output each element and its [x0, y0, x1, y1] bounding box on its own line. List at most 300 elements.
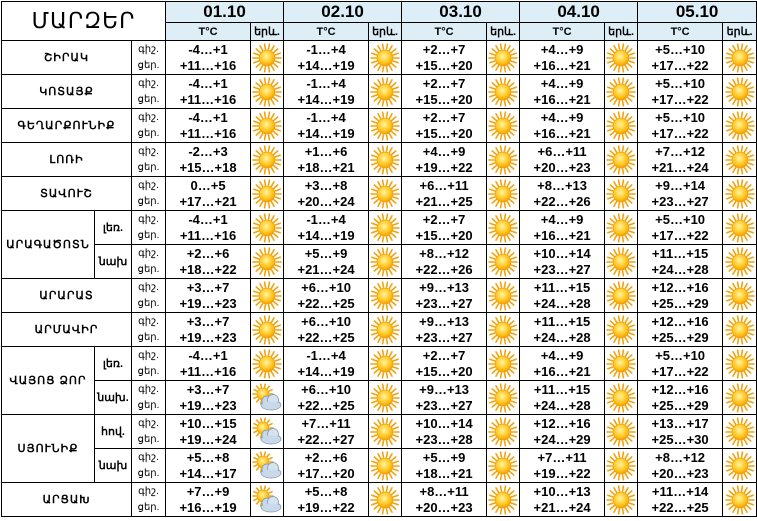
region-row — [2, 279, 757, 313]
sun-icon — [723, 382, 756, 414]
time-labels — [132, 313, 166, 347]
day-temperature: +24…+28 — [533, 397, 591, 413]
weather-cell — [251, 41, 284, 75]
region-row — [2, 381, 757, 415]
day-label: ցեր. — [137, 93, 160, 105]
night-label: գիշ. — [138, 383, 159, 395]
night-temperature: +3…+7 — [186, 381, 230, 397]
night-temperature: +3…+8 — [304, 177, 348, 193]
night-temperature: -4…+1 — [188, 41, 228, 57]
day-temperature: +25…+29 — [651, 397, 709, 413]
temp-header: T°C — [638, 23, 723, 41]
time-labels — [132, 143, 166, 177]
temperature-cell — [520, 245, 605, 279]
night-temperature: +2…+7 — [422, 211, 466, 227]
weather-cell — [605, 347, 638, 381]
day-temperature: +21…+24 — [651, 159, 709, 175]
sun-icon — [605, 144, 637, 176]
temperature-cell — [166, 381, 251, 415]
region-name: ՍՅՈՒՆԻՔ — [2, 415, 95, 483]
weather-cell — [605, 211, 638, 245]
date-header: 03.10 — [402, 2, 520, 23]
day-temperature: +14…+19 — [297, 227, 355, 243]
weather-cell — [487, 245, 520, 279]
night-temperature: +2…+6 — [186, 245, 230, 261]
weather-cell — [251, 109, 284, 143]
night-temperature: +8…+11 — [419, 483, 469, 499]
temperature-cell — [284, 415, 369, 449]
night-temperature: +13…+17 — [651, 415, 709, 431]
sun-icon — [605, 178, 637, 210]
temperature-cell — [520, 449, 605, 483]
weather-cell — [251, 143, 284, 177]
weather-header: երև. — [369, 23, 402, 41]
temperature-cell — [520, 211, 605, 245]
day-temperature: +19…+22 — [415, 159, 473, 175]
zone-name: հով. — [95, 415, 132, 449]
date-header: 04.10 — [520, 2, 638, 23]
day-temperature: +11…+16 — [179, 125, 237, 141]
weather-cell — [723, 211, 757, 245]
weather-header: երև. — [605, 23, 638, 41]
sun-icon — [723, 110, 756, 142]
night-temperature: -4…+1 — [188, 109, 228, 125]
sun-icon — [369, 110, 401, 142]
weather-cell — [487, 347, 520, 381]
sun-icon — [723, 484, 756, 516]
temperature-cell — [520, 483, 605, 517]
night-temperature: +10…+14 — [533, 245, 591, 261]
weather-cell — [369, 75, 402, 109]
night-label: գիշ. — [138, 179, 159, 191]
day-label: ցեր. — [137, 365, 160, 377]
sun-icon — [605, 42, 637, 74]
night-temperature: -1…+4 — [306, 109, 346, 125]
day-temperature: +15…+20 — [415, 125, 473, 141]
night-temperature: +3…+7 — [186, 313, 230, 329]
zone-name: նախ — [95, 245, 132, 279]
day-temperature: +15…+18 — [179, 159, 237, 175]
night-temperature: +3…+7 — [186, 279, 230, 295]
sun-icon — [251, 42, 283, 74]
day-temperature: +19…+22 — [533, 465, 591, 481]
regions-header: ՄԱՐԶԵՐ — [2, 2, 166, 41]
region-row — [2, 347, 757, 381]
temperature-cell — [638, 415, 723, 449]
weather-cell — [723, 41, 757, 75]
night-temperature: +5…+9 — [422, 449, 466, 465]
temperature-cell — [402, 143, 487, 177]
day-temperature: +18…+21 — [415, 465, 473, 481]
day-temperature: +14…+19 — [297, 363, 355, 379]
partly-cloudy-icon — [251, 484, 283, 516]
weather-cell — [723, 109, 757, 143]
day-temperature: +16…+21 — [533, 91, 591, 107]
day-temperature: +17…+22 — [651, 57, 709, 73]
weather-cell — [605, 109, 638, 143]
sun-icon — [723, 178, 756, 210]
day-temperature: +14…+17 — [179, 465, 237, 481]
temperature-cell — [520, 313, 605, 347]
day-temperature: +17…+20 — [297, 465, 355, 481]
sun-icon — [369, 246, 401, 278]
weather-cell — [605, 381, 638, 415]
region-row — [2, 449, 757, 483]
sun-icon — [605, 416, 637, 448]
sun-icon — [723, 416, 756, 448]
night-temperature: +4…+9 — [540, 75, 584, 91]
zone-name: լեռ. — [95, 347, 132, 381]
time-labels — [132, 109, 166, 143]
night-temperature: -1…+4 — [306, 75, 346, 91]
sun-icon — [369, 280, 401, 312]
temperature-cell — [166, 347, 251, 381]
region-row — [2, 415, 757, 449]
temp-header: T°C — [402, 23, 487, 41]
temperature-cell — [520, 109, 605, 143]
region-row — [2, 245, 757, 279]
day-temperature: +17…+22 — [651, 125, 709, 141]
temperature-cell — [284, 279, 369, 313]
region-row — [2, 483, 757, 517]
temperature-cell — [402, 245, 487, 279]
weather-cell — [605, 75, 638, 109]
header-row-dates — [2, 2, 757, 23]
time-labels — [132, 245, 166, 279]
night-temperature: -4…+1 — [188, 211, 228, 227]
region-row — [2, 109, 757, 143]
time-labels — [132, 381, 166, 415]
partly-cloudy-icon — [251, 450, 283, 482]
night-temperature: +4…+9 — [422, 143, 466, 159]
day-temperature: +16…+21 — [533, 57, 591, 73]
night-temperature: +7…+9 — [186, 483, 230, 499]
sun-icon — [369, 382, 401, 414]
night-temperature: +12…+16 — [651, 279, 709, 295]
weather-cell — [251, 347, 284, 381]
night-temperature: +10…+15 — [179, 415, 237, 431]
temperature-cell — [638, 109, 723, 143]
temperature-cell — [166, 143, 251, 177]
region-name: ՏԱՎՈՒՇ — [2, 177, 132, 211]
day-temperature: +22…+25 — [297, 295, 355, 311]
night-label: գիշ. — [138, 349, 159, 361]
weather-cell — [251, 245, 284, 279]
night-temperature: +6…+10 — [301, 381, 351, 397]
night-label: գիշ. — [138, 43, 159, 55]
sun-icon — [723, 76, 756, 108]
region-name: ՇԻՐԱԿ — [2, 41, 132, 75]
zone-name: լեռ. — [95, 211, 132, 245]
weather-cell — [487, 211, 520, 245]
temperature-cell — [638, 381, 723, 415]
night-temperature: +9…+13 — [419, 279, 469, 295]
temperature-cell — [284, 41, 369, 75]
night-temperature: +6…+10 — [301, 313, 351, 329]
region-name: ԿՈՏԱՅՔ — [2, 75, 132, 109]
sun-icon — [487, 76, 519, 108]
weather-cell — [487, 279, 520, 313]
temperature-cell — [402, 177, 487, 211]
weather-cell — [487, 381, 520, 415]
day-temperature: +25…+29 — [651, 295, 709, 311]
sun-icon — [605, 382, 637, 414]
sun-icon — [605, 212, 637, 244]
weather-cell — [251, 313, 284, 347]
weather-cell — [369, 415, 402, 449]
sun-icon — [369, 416, 401, 448]
temperature-cell — [520, 415, 605, 449]
night-label: գիշ. — [138, 111, 159, 123]
night-temperature: +5…+9 — [304, 245, 348, 261]
temperature-cell — [402, 415, 487, 449]
temperature-cell — [284, 177, 369, 211]
day-temperature: +23…+27 — [651, 193, 709, 209]
day-temperature: +19…+23 — [179, 295, 237, 311]
day-temperature: +19…+24 — [179, 431, 237, 447]
temperature-cell — [520, 41, 605, 75]
night-temperature: +8…+12 — [655, 449, 706, 465]
weather-cell — [369, 177, 402, 211]
day-temperature: +11…+16 — [179, 363, 237, 379]
time-labels — [132, 41, 166, 75]
day-temperature: +15…+20 — [415, 57, 473, 73]
region-name: ԱՐՄԱՎԻՐ — [2, 313, 132, 347]
temperature-cell — [638, 41, 723, 75]
temperature-cell — [402, 347, 487, 381]
date-header: 05.10 — [638, 2, 757, 23]
weather-header: երև. — [723, 23, 757, 41]
temperature-cell — [284, 347, 369, 381]
weather-cell — [605, 483, 638, 517]
day-temperature: +15…+20 — [415, 227, 473, 243]
day-label: ցեր. — [137, 161, 160, 173]
sun-icon — [251, 348, 283, 380]
sun-icon — [487, 212, 519, 244]
night-temperature: +8…+13 — [537, 177, 588, 193]
temperature-cell — [166, 211, 251, 245]
day-temperature: +16…+19 — [179, 499, 237, 515]
night-temperature: -4…+1 — [188, 347, 228, 363]
weather-cell — [723, 245, 757, 279]
weather-cell — [605, 313, 638, 347]
temp-header: T°C — [284, 23, 369, 41]
weather-header: երև. — [487, 23, 520, 41]
temperature-cell — [166, 177, 251, 211]
day-temperature: +22…+25 — [297, 329, 355, 345]
zone-name: նախ — [95, 449, 132, 483]
day-temperature: +23…+27 — [533, 261, 591, 277]
sun-icon — [487, 382, 519, 414]
temperature-cell — [638, 75, 723, 109]
night-label: գիշ. — [138, 77, 159, 89]
region-row — [2, 143, 757, 177]
day-temperature: +22…+26 — [415, 261, 473, 277]
night-temperature: -4…+1 — [188, 75, 228, 91]
temperature-cell — [402, 211, 487, 245]
night-temperature: +11…+15 — [651, 245, 709, 261]
region-name: ԱՐԱՐԱՏ — [2, 279, 132, 313]
time-labels — [132, 449, 166, 483]
day-temperature: +15…+20 — [415, 363, 473, 379]
region-name: ԼՈՌԻ — [2, 143, 132, 177]
night-temperature: +6…+11 — [419, 177, 469, 193]
day-temperature: +22…+25 — [297, 397, 355, 413]
temperature-cell — [402, 313, 487, 347]
temperature-cell — [284, 109, 369, 143]
sun-icon — [369, 76, 401, 108]
night-temperature: +2…+7 — [422, 41, 466, 57]
sun-icon — [369, 348, 401, 380]
day-temperature: +11…+16 — [179, 227, 237, 243]
sun-icon — [723, 212, 756, 244]
weather-cell — [723, 75, 757, 109]
sun-icon — [487, 42, 519, 74]
day-temperature: +20…+23 — [651, 465, 709, 481]
sun-icon — [251, 178, 283, 210]
day-temperature: +21…+24 — [297, 261, 355, 277]
day-label: ցեր. — [137, 467, 160, 479]
sun-icon — [605, 76, 637, 108]
weather-header: երև. — [251, 23, 284, 41]
day-temperature: +15…+20 — [415, 91, 473, 107]
sun-icon — [487, 246, 519, 278]
weather-cell — [251, 75, 284, 109]
night-label: գիշ. — [138, 145, 159, 157]
region-name: ԱՐՑԱԽ — [2, 483, 132, 517]
sun-icon — [251, 314, 283, 346]
temperature-cell — [284, 381, 369, 415]
sun-icon — [723, 144, 756, 176]
weather-cell — [369, 279, 402, 313]
weather-cell — [487, 483, 520, 517]
temperature-cell — [402, 381, 487, 415]
forecast-body — [2, 2, 757, 517]
night-temperature: +5…+10 — [655, 109, 706, 125]
night-label: գիշ. — [138, 213, 159, 225]
night-label: գիշ. — [138, 485, 159, 497]
weather-cell — [487, 75, 520, 109]
weather-cell — [251, 381, 284, 415]
night-temperature: -1…+4 — [306, 347, 346, 363]
night-temperature: +7…+11 — [537, 449, 587, 465]
sun-icon — [487, 110, 519, 142]
sun-icon — [487, 484, 519, 516]
sun-icon — [487, 144, 519, 176]
sun-icon — [251, 212, 283, 244]
weather-cell — [369, 143, 402, 177]
night-temperature: +12…+16 — [533, 415, 591, 431]
night-temperature: +4…+9 — [540, 211, 584, 227]
day-temperature: +23…+27 — [415, 329, 473, 345]
sun-icon — [723, 42, 756, 74]
day-temperature: +21…+25 — [415, 193, 473, 209]
time-labels — [132, 75, 166, 109]
sun-icon — [605, 314, 637, 346]
sun-icon — [251, 246, 283, 278]
temperature-cell — [638, 143, 723, 177]
temperature-cell — [166, 313, 251, 347]
sun-icon — [251, 76, 283, 108]
sun-icon — [723, 246, 756, 278]
sun-icon — [605, 348, 637, 380]
night-temperature: +9…+13 — [419, 381, 469, 397]
temperature-cell — [520, 347, 605, 381]
temperature-cell — [166, 109, 251, 143]
temperature-cell — [638, 279, 723, 313]
sun-icon — [369, 450, 401, 482]
night-temperature: +11…+15 — [533, 381, 591, 397]
night-label: գիշ. — [138, 417, 159, 429]
sun-icon — [369, 314, 401, 346]
night-temperature: -1…+4 — [306, 41, 346, 57]
weather-cell — [369, 245, 402, 279]
temperature-cell — [638, 245, 723, 279]
temperature-cell — [284, 313, 369, 347]
date-header: 01.10 — [166, 2, 284, 23]
day-label: ցեր. — [137, 331, 160, 343]
region-row — [2, 211, 757, 245]
weather-cell — [605, 245, 638, 279]
day-temperature: +22…+25 — [651, 499, 709, 515]
day-temperature: +20…+23 — [533, 159, 591, 175]
temperature-cell — [402, 109, 487, 143]
temperature-cell — [166, 41, 251, 75]
night-label: գիշ. — [138, 247, 159, 259]
temperature-cell — [638, 177, 723, 211]
night-temperature: +7…+12 — [655, 143, 706, 159]
night-temperature: +8…+12 — [419, 245, 469, 261]
day-label: ցեր. — [137, 127, 160, 139]
night-temperature: +12…+16 — [651, 313, 709, 329]
forecast-table — [1, 1, 757, 517]
day-label: ցեր. — [137, 433, 160, 445]
weather-cell — [723, 177, 757, 211]
day-temperature: +18…+22 — [179, 261, 237, 277]
weather-cell — [369, 483, 402, 517]
temperature-cell — [638, 313, 723, 347]
weather-cell — [369, 313, 402, 347]
day-temperature: +14…+19 — [297, 125, 355, 141]
weather-cell — [369, 41, 402, 75]
day-temperature: +21…+24 — [533, 499, 591, 515]
sun-icon — [487, 178, 519, 210]
night-temperature: +5…+8 — [304, 483, 348, 499]
sun-icon — [369, 212, 401, 244]
night-temperature: +5…+10 — [655, 41, 706, 57]
day-temperature: +14…+19 — [297, 57, 355, 73]
weather-cell — [487, 313, 520, 347]
temperature-cell — [520, 143, 605, 177]
night-temperature: +2…+7 — [422, 109, 466, 125]
day-temperature: +25…+29 — [651, 329, 709, 345]
day-temperature: +19…+22 — [297, 499, 355, 515]
sun-icon — [605, 484, 637, 516]
weather-cell — [251, 279, 284, 313]
night-temperature: +5…+8 — [186, 449, 230, 465]
sun-icon — [605, 450, 637, 482]
night-label: գիշ. — [138, 451, 159, 463]
day-temperature: +19…+23 — [179, 397, 237, 413]
day-temperature: +24…+28 — [651, 261, 709, 277]
day-label: ցեր. — [137, 297, 160, 309]
night-temperature: +5…+10 — [655, 75, 706, 91]
weather-cell — [723, 279, 757, 313]
weather-cell — [723, 381, 757, 415]
day-temperature: +23…+27 — [415, 397, 473, 413]
temperature-cell — [402, 279, 487, 313]
date-header: 02.10 — [284, 2, 402, 23]
